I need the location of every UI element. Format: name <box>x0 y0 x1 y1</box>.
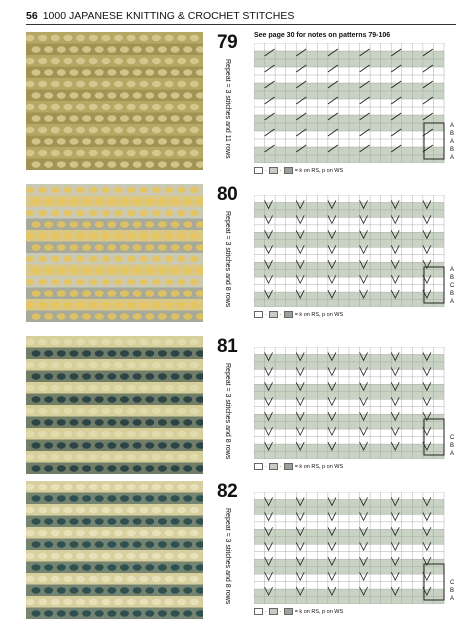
pattern-block-79 <box>26 32 456 177</box>
row-label: C <box>450 580 455 586</box>
stitch-chart <box>254 195 464 312</box>
legend-text: = k on RS, p on WS <box>294 311 344 318</box>
blank-square-icon <box>254 167 263 174</box>
row-label: A <box>450 299 455 305</box>
stitch-chart <box>254 347 464 464</box>
row-label: B <box>450 131 455 137</box>
chart-legend: · · = k on RS, p on WS <box>254 167 343 174</box>
pattern-number: 80 <box>217 184 238 205</box>
chart-legend: · · = k on RS, p on WS <box>254 608 343 615</box>
row-label: B <box>450 147 455 153</box>
shaded-square-icon <box>269 463 278 470</box>
chart-legend: · · = k on RS, p on WS <box>254 463 343 470</box>
row-label: B <box>450 588 455 594</box>
row-label: A <box>450 123 455 129</box>
shaded-square-icon <box>269 311 278 318</box>
repeat-text: Repeat = 3 stitches and 8 rows <box>224 211 231 308</box>
book-title: 1000 JAPANESE KNITTING & CROCHET STITCHES <box>42 10 295 22</box>
pattern-block-82 <box>26 481 456 626</box>
dark-square-icon <box>284 167 293 174</box>
knit-swatch-photo <box>26 32 203 170</box>
knit-swatch-photo <box>26 481 203 619</box>
stitch-chart <box>254 492 464 609</box>
row-label: C <box>450 283 455 289</box>
row-label: C <box>450 435 455 441</box>
blank-square-icon <box>254 463 263 470</box>
row-label: A <box>450 139 455 145</box>
repeat-text: Repeat = 3 stitches and 8 rows <box>224 508 231 605</box>
repeat-text: Repeat = 3 stitches and 8 rows <box>224 363 231 460</box>
pattern-number: 79 <box>217 32 238 53</box>
row-label: B <box>450 291 455 297</box>
blank-square-icon <box>254 311 263 318</box>
pattern-block-80 <box>26 184 456 329</box>
chart-legend: · · = k on RS, p on WS <box>254 311 343 318</box>
pattern-block-81 <box>26 336 456 481</box>
pattern-number: 82 <box>217 481 238 502</box>
blank-square-icon <box>254 608 263 615</box>
row-label: B <box>450 275 455 281</box>
row-label: A <box>450 155 455 161</box>
page-number: 56 <box>26 10 38 22</box>
dark-square-icon <box>284 608 293 615</box>
row-label: A <box>450 451 455 457</box>
shaded-square-icon <box>269 608 278 615</box>
knit-swatch-photo <box>26 336 203 474</box>
stitch-chart <box>254 43 464 168</box>
row-label: A <box>450 267 455 273</box>
dark-square-icon <box>284 463 293 470</box>
legend-text: = k on RS, p on WS <box>294 608 344 615</box>
dark-square-icon <box>284 311 293 318</box>
row-label: B <box>450 443 455 449</box>
shaded-square-icon <box>269 167 278 174</box>
pattern-note: See page 30 for notes on patterns 79-106 <box>254 32 391 39</box>
repeat-text: Repeat = 3 stitches and 11 rows <box>224 59 231 159</box>
pattern-number: 81 <box>217 336 238 357</box>
knit-swatch-photo <box>26 184 203 322</box>
row-label: A <box>450 596 455 602</box>
legend-text: = k on RS, p on WS <box>294 167 344 174</box>
legend-text: = k on RS, p on WS <box>294 463 344 470</box>
header-rule <box>26 24 456 25</box>
